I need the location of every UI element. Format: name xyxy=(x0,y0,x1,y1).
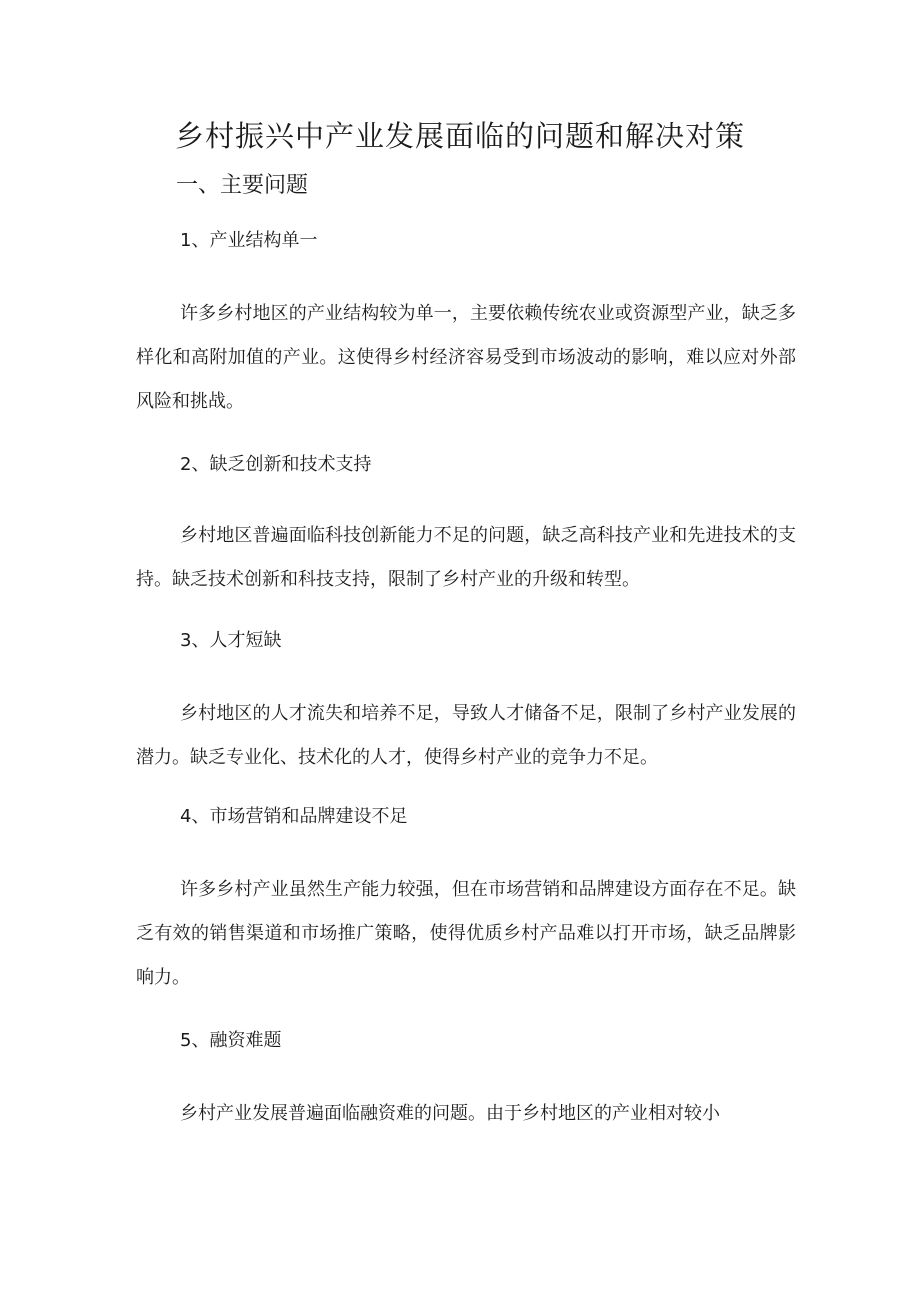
item-heading-3: 3、人才短缺 xyxy=(180,630,282,651)
item-heading-4: 4、市场营销和品牌建设不足 xyxy=(180,806,408,827)
item-heading-1: 1、产业结构单一 xyxy=(180,230,318,251)
section-heading: 一、主要问题 xyxy=(176,173,309,198)
document-title: 乡村振兴中产业发展面临的问题和解决对策 xyxy=(174,119,745,153)
item-heading-5: 5、融资难题 xyxy=(180,1030,282,1051)
item-heading-2: 2、缺乏创新和技术支持 xyxy=(180,454,372,475)
item-paragraph-5: 乡村产业发展普遍面临融资难的问题。由于乡村地区的产业相对较小 xyxy=(180,1103,720,1124)
item-paragraph-3: 乡村地区的人才流失和培养不足，导致人才储备不足，限制了乡村产业发展的潜力。缺乏专业化、技术化的人才，使得乡村产业的竞争力不足。 xyxy=(136,703,796,768)
item-paragraph-4: 许多乡村产业虽然生产能力较强，但在市场营销和品牌建设方面存在不足。缺乏有效的销售渠道和市场推广策略，使得优质乡村产品难以打开市场，缺乏品牌影响力。 xyxy=(136,879,796,988)
item-paragraph-2: 乡村地区普遍面临科技创新能力不足的问题，缺乏高科技产业和先进技术的支持。缺乏技术创新和科技支持，限制了乡村产业的升级和转型。 xyxy=(136,525,796,590)
item-paragraph-1: 许多乡村地区的产业结构较为单一，主要依赖传统农业或资源型产业，缺乏多样化和高附加值的产业。这使得乡村经济容易受到市场波动的影响，难以应对外部风险和挑战。 xyxy=(136,303,796,412)
